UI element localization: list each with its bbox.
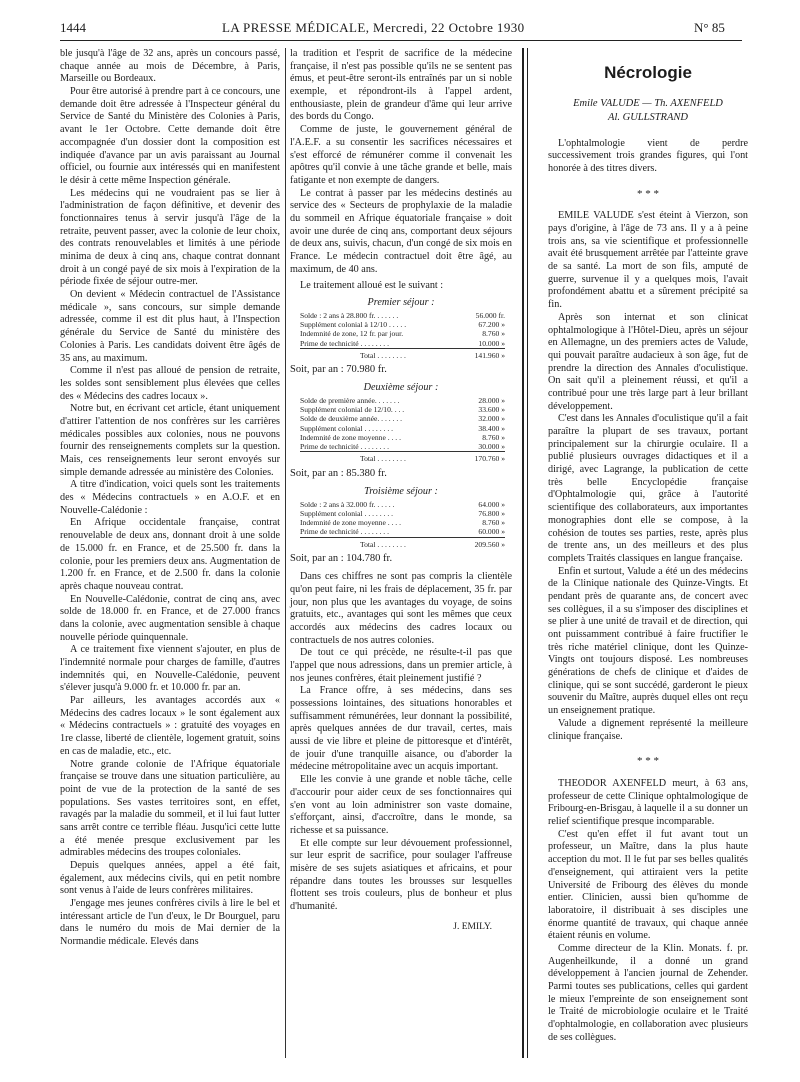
paragraph: L'ophtalmologie vient de perdre successivement trois grandes figures, qui l'ont honorée à des titres divers.: [548, 137, 748, 174]
annual-salary: Soit, par an : 70.980 fr.: [290, 364, 387, 376]
paragraph: Pour être autorisé à prendre part à ce concours, une demande doit être adressée à l'Inspecteur général du Service de Santé du Ministère des Colonies à Paris, avant le 1er Octobre. Cette demande doit être accompagnée d'un dossier dont la composition est indiquée d'avance par un avis paraissant au Journal officiel, ou fournie aux intéressés qui en manifestent le désir à cette même Inspection générale.: [60, 86, 280, 186]
total-label: Total . . . . . . . .: [360, 539, 406, 549]
section-subtitle: Emile VALUDE — Th. AXENFELD: [573, 98, 723, 110]
paragraph: Comme directeur de la Klin. Monats. f. pr. Augenheilkunde, il a donné un grand développement à l'ancien journal de Zehender. Parmi toutes ses publications, celles qui gardent le mieux l'empreinte de son enseignement sont le Traité de microbiologie oculaire et le Traité d'ophtalmologie, en collaboration avec plusieurs de ses collègues.: [548, 942, 748, 1043]
annual-salary: Soit, par an : 85.380 fr.: [290, 467, 387, 479]
sejour-title: Premier séjour :: [367, 297, 435, 309]
paragraph: Notre grande colonie de l'Afrique équatoriale française se trouve dans une situation particulière, au point de vue de la protection de la santé de ses populations. Ses vastes territoires sont, en effet, ravagés par la maladie du sommeil, et il lui faut lutter sans arrêt contre ce terrible fléau. Jusqu'ici cette lutte a été menée presque exclusivement par les admirables médecins des troupes coloniales.: [60, 758, 280, 859]
paragraph: A titre d'indication, voici quels sont les traitements des « Médecins contractuels » en A.O.F. et en Nouvelle-Calédonie :: [60, 479, 280, 516]
salary-row: [300, 442, 505, 451]
salary-row: [300, 320, 505, 329]
paragraph: On devient « Médecin contractuel de l'Assistance médicale », sans concours, sur simple demande adressée, comme il est dit plus haut, à l'Inspection générale du Service de Santé du ministère des Colonies à Paris. Les candidats doivent être âgés de 35 ans, au maximum.: [60, 289, 280, 364]
salary-label: Indemnité de zone moyenne . . . .: [300, 432, 402, 442]
salary-amount: 33.600 »: [478, 405, 505, 415]
sejour-title: Troisième séjour :: [364, 485, 438, 497]
sejour-title: Deuxième séjour :: [363, 382, 439, 394]
salary-row: [300, 527, 505, 536]
paragraph: Après son internat et son clinicat ophtalmologique à l'Hôtel-Dieu, après un séjour en Allemagne, un des premiers actes de Valude, qui pouvait paraître audacieux à son âge, fut de prendre la direction des Annales d'oculistique. On sait qu'il a pleinement réussi, et qu'il a contribué pour une très large part à leur brillant développement.: [548, 311, 748, 412]
paragraph: Valude a dignement représenté la meilleure clinique française.: [548, 717, 748, 742]
salary-amount: 28.000 »: [478, 395, 505, 405]
salary-table-2: [290, 382, 512, 480]
header-rule: [60, 40, 742, 41]
salary-row: [300, 311, 505, 320]
article-column-2: [290, 48, 512, 934]
salary-label: Supplément colonial . . . . . . . .: [300, 423, 394, 433]
salary-row: [300, 396, 505, 405]
salary-label: Prime de technicité . . . . . . . .: [300, 527, 389, 537]
total-amount: 170.760 »: [474, 454, 505, 464]
paragraph: En Nouvelle-Calédonie, contrat de cinq ans, avec solde de 18.000 fr. en France, et de 27.000 francs dans la colonie, avec augmentation sensible à chaque nouvelle période quinquennale.: [60, 593, 280, 643]
salary-intro: Le traitement alloué est le suivant :: [300, 280, 444, 292]
necrologie-column: [548, 48, 748, 1044]
asterism-divider: * * *: [637, 187, 659, 200]
salary-amount: 38.400 »: [478, 423, 505, 433]
salary-label: Solde : 2 ans à 28.800 fr. . . . . . .: [300, 310, 399, 320]
paragraph: La France offre, à ses médecins, dans ses possessions lointaines, des situations honorables et suffisamment rémunérées, leur donnant la possibilité, après quelques années de dur travail, certes, mais aussi de vie libre et pleine de pittoresque et d'intérêt, de jouir d'une tranquille aisance, ou d'aborder la médecine métropolitaine avec un acquis important.: [290, 685, 512, 773]
paragraph: Elle les convie à une grande et noble tâche, celle d'accourir pour aider ceux de ses fonctionnaires qui s'en vont au loin administrer son vaste domaine, s'efforçant, ainsi, d'accroître, dans le monde, sa richesse et sa puissance.: [290, 774, 512, 836]
paragraph: Comme de juste, le gouvernement général de l'A.E.F. a su consentir les sacrifices nécessaires et s'est efforcé de rémunérer comme il convenait les apôtres qu'il convie à une tâche grande et belle, mais fatigante et non exempte de dangers.: [290, 124, 512, 186]
salary-row: [300, 518, 505, 527]
page-header: [60, 18, 742, 40]
paragraph: Le contrat à passer par les médecins destinés au service des « Secteurs de prophylaxie de la maladie du sommeil en Afrique équatoriale française » doit avoir une durée de cinq ans, comportant deux séjours de deux ans, suivis, chacun, d'un congé de six mois en France. Le médecin contractuel doit être âgé, au maximum, de 40 ans.: [290, 187, 512, 275]
salary-label: Solde : 2 ans à 32.000 fr. . . . . .: [300, 499, 395, 509]
total-amount: 141.960 »: [474, 350, 505, 360]
salary-row: [300, 500, 505, 509]
salary-label: Solde de première année. . . . . . .: [300, 395, 400, 405]
section-title: Nécrologie: [604, 63, 692, 82]
salary-row: [300, 509, 505, 518]
paragraph: De tout ce qui précède, ne résulte-t-il pas que l'appel que nous adressions, dans un premier article, à nos jeunes confrères, était pleinement justifié ?: [290, 647, 512, 684]
paragraph: ble jusqu'à l'âge de 32 ans, après un concours passé, chaque année au mois de Décembre, à Paris, Marseille ou Bordeaux.: [60, 48, 280, 85]
salary-rows: [300, 500, 505, 537]
salary-label: Prime de technicité . . . . . . . .: [300, 338, 389, 348]
paragraph: A ce traitement fixe viennent s'ajouter, en plus de l'indemnité normale pour charges de famille, d'autres indemnités qui, en Nouvelle-Calédonie, peuvent s'élever jusqu'à 9.000 fr. et 10.000 fr. par an.: [60, 644, 280, 694]
section-subtitle: Al. GULLSTRAND: [608, 112, 688, 124]
salary-row: [300, 424, 505, 433]
salary-amount: 8.760 »: [482, 518, 505, 528]
salary-label: Supplément colonial de 12/10. . . .: [300, 405, 405, 415]
paragraph: C'est qu'en effet il fut avant tout un professeur, un Maître, dans la plus haute acception du mot. Il le fut par ses belles qualités d'enseignement, qui attiraient vers la petite Université de Fribourg des élèves du monde entier. Clinicien, aussi bien qu'homme de laboratoire, il distribuait à ses disciples une énorme quantité de travaux, qui chaque année étaient réunis en volume.: [548, 828, 748, 942]
column-divider: [285, 48, 286, 1058]
salary-label: Prime de technicité . . . . . . . .: [300, 442, 389, 452]
salary-amount: 76.800 »: [478, 508, 505, 518]
paragraph: J'engage mes jeunes confrères civils à lire le bel et intéressant article de l'un d'eux, le Dr Bourguel, paru dans le numéro du mois de Mai dernier de la Normandie médicale. Elevés dans: [60, 898, 280, 948]
paragraph: Et elle compte sur leur dévouement professionnel, sur leur esprit de sacrifice, pour soulager l'affreuse misère de ses sujets asiatiques et africains, et pour répandre dans toutes les brousses sur lesquelles flottent ses trois couleurs, plus de bonheur et plus d'humanité.: [290, 837, 512, 913]
salary-rows: [300, 396, 505, 452]
paragraph: Dans ces chiffres ne sont pas compris la clientèle qu'on peut faire, ni les frais de déplacement, 35 fr. par jour, non plus que les avantages du voyage, de soins gratuits, etc., avantages qui sont les mêmes que ceux accordés aux médecins des cadres locaux ou contractuels de nos autres colonies.: [290, 571, 512, 646]
salary-rows: [300, 311, 505, 348]
salary-total: [300, 348, 505, 360]
paragraph: THEODOR AXENFELD meurt, à 63 ans, professeur de cette Clinique ophtalmologique de Fribourg-en-Brisgau, à laquelle il a su donner un relief scientifique presque incomparable.: [548, 778, 748, 828]
salary-row: [300, 433, 505, 442]
section-divider: [522, 48, 524, 1058]
paragraph: Notre but, en écrivant cet article, étant uniquement d'attirer l'attention de nos confrères sur les carrières médicales possibles aux colonies, nous ne pouvons fournir des renseignements complets sur la question. Mais, ces renseignements leur seront envoyés sur simple demande adressée au ministère des Colonies.: [60, 403, 280, 478]
paragraph: C'est dans les Annales d'oculistique qu'il a fait paraître la plupart de ses travaux, portant principalement sur la chirurgie oculaire. Il a publié plusieurs ouvrages didactiques et il a dirigé, avec Lagrange, la publication de cette très belle Encyclopédie française d'Ophtalmologie qui, grâce à l'autorité scientifique des collaborateurs, aux importantes monographies dont elle se compose, à la cohésion de toutes ses parties, reste, après plus de trente ans, un des meilleurs et des plus complets Traités classiques en langue française.: [548, 413, 748, 564]
journal-title: LA PRESSE MÉDICALE, Mercredi, 22 Octobre 1930: [222, 20, 525, 35]
article-column-1: [60, 48, 280, 949]
salary-label: Solde de deuxième année. . . . . . .: [300, 414, 403, 424]
asterism-divider: * * *: [637, 755, 659, 768]
paragraph: Comme il n'est pas alloué de pension de retraite, les soldes sont sensiblement plus élevées que celles des « Médecins des cadres locaux ».: [60, 365, 280, 402]
salary-amount: 60.000 »: [478, 527, 505, 537]
salary-total: [300, 537, 505, 549]
salary-row: [300, 339, 505, 348]
salary-table-1: [290, 297, 512, 376]
salary-amount: 10.000 »: [478, 338, 505, 348]
salary-amount: 8.760 »: [482, 432, 505, 442]
salary-row: [300, 329, 505, 338]
total-label: Total . . . . . . . .: [360, 350, 406, 360]
salary-table-3: [290, 486, 512, 565]
salary-label: Indemnité de zone moyenne . . . .: [300, 518, 402, 528]
salary-label: Supplément colonial à 12/10 . . . . .: [300, 320, 407, 329]
salary-amount: 30.000 »: [478, 442, 505, 452]
author-signature: J. EMILY.: [453, 921, 492, 932]
paragraph: Depuis quelques années, appel a été fait, également, aux médecins civils, qui en petit nombre sont venus à l'aide de leurs confrères militaires.: [60, 860, 280, 897]
paragraph: Par ailleurs, les avantages accordés aux « Médecins des cadres locaux » le sont également aux « Médecins contractuels » : gratuité des voyages en 1re classe, liberté de clientèle, logement gratuit, soins en cas de maladie, etc., etc.: [60, 695, 280, 757]
salary-row: [300, 405, 505, 414]
paragraph: Les médecins qui ne voudraient pas se lier à l'administration de façon définitive, et devenir des fonctionnaires tenus à servir jusqu'à l'âge de la retraite, peuvent passer, avec la colonie de leur choix, des contrats renouvelables et limités à une période minima de deux à cinq ans, chaque contrat donnant droit à un congé payé de six mois à l'expiration de la période fixée de séjour outre-mer.: [60, 187, 280, 288]
total-label: Total . . . . . . . .: [360, 454, 406, 464]
salary-total: [300, 451, 505, 463]
salary-row: [300, 414, 505, 423]
paragraph: En Afrique occidentale française, contrat renouvelable de deux ans, donnant droit à une solde de 15.000 fr. en France, et de 25.500 fr. dans la colonie, pour les premiers deux ans. Augmentation de 1.200 fr. en France, et de 2.500 fr. dans la colonie après chaque nouveau contrat.: [60, 517, 280, 592]
paragraph: Enfin et surtout, Valude a été un des médecins de la Clinique nationale des Quinze-Vingts. Et pendant près de quarante ans, de concert avec ses collègues, il a su s'imposer des disciplines et se plier à une unité de travail et de direction, qui ont puissamment contribué à faire fructifier le très riche matériel clinique, dont les Quinze-Vingts ont toujours disposé. Les nombreuses générations de chefs de clinique et d'aides de clinique, qui se sont succédé, garderont le pieux souvenir du Maître, auprès duquel elles ont reçu un enseignement pratique.: [548, 565, 748, 717]
salary-amount: 32.000 »: [478, 414, 505, 424]
salary-label: Supplément colonial . . . . . . . .: [300, 508, 394, 518]
section-divider-inner: [527, 48, 528, 1058]
salary-label: Indemnité de zone, 12 fr. par jour.: [300, 329, 404, 339]
salary-amount: 67.200 »: [478, 320, 505, 329]
salary-amount: 64.000 »: [478, 499, 505, 509]
page-number: 1444: [60, 20, 86, 35]
paragraph: la tradition et l'esprit de sacrifice de la médecine française, il n'est pas possible qu'ils ne se sentent pas émus, et peut-être seront-ils entraînés par un si noble exemple, et répondront-ils à l'appel ardent, enthousiaste, plein de grandeur d'âme qui leur arrive des bords du Congo.: [290, 48, 512, 123]
issue-number: N° 85: [694, 20, 725, 35]
salary-amount: 56.000 fr.: [475, 310, 505, 320]
annual-salary: Soit, par an : 104.780 fr.: [290, 553, 393, 565]
total-amount: 209.560 »: [474, 539, 505, 549]
salary-amount: 8.760 »: [482, 329, 505, 339]
paragraph: EMILE VALUDE s'est éteint à Vierzon, son pays d'origine, à l'âge de 73 ans. Il y a à peine trois ans, sa vie scientifique et professionnelle avait été brusquement arrêtée par l'atteinte grave de sa santé. La mort de son fils, amputé de guerre, survenue il y a quelques mois, l'avait profondément abattu et a sûrement précipité sa fin.: [548, 210, 748, 311]
